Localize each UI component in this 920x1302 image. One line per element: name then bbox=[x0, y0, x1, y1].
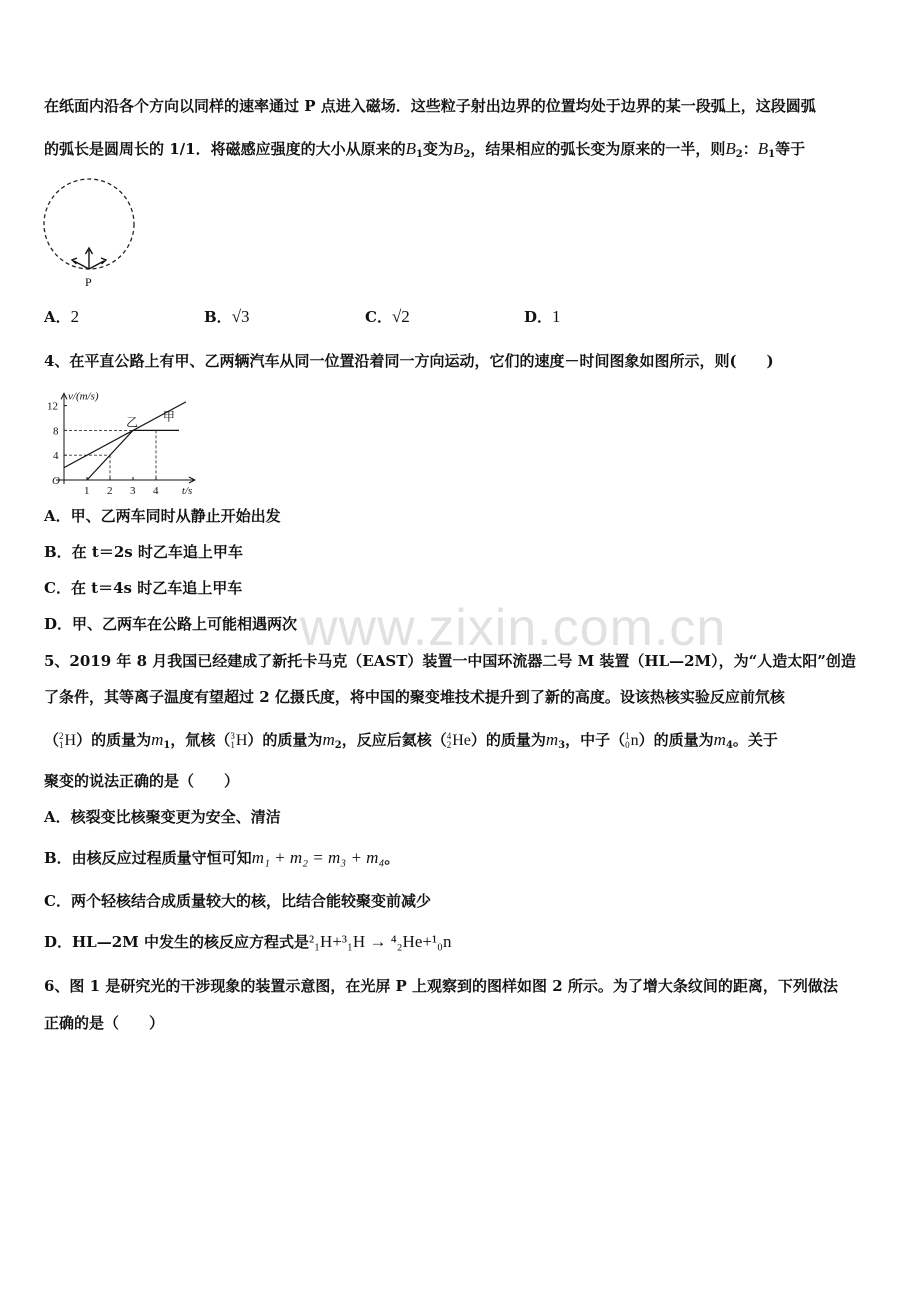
y-tick-label: 8 bbox=[53, 425, 59, 438]
q3-text-line-1: 在纸面内沿各个方向以同样的速率通过 P 点进入磁场．这些粒子射出边界的位置均处于边界的某一段弧上，这段圆弧 bbox=[44, 97, 816, 115]
q3-option-b[interactable]: B．√3 bbox=[204, 307, 250, 326]
q5-text-line-4: 聚变的说法正确的是（ ） bbox=[44, 772, 240, 790]
q3-text-line-2: 的弧长是圆周长的 1/1．将磁感应强度的大小从原来的$B_1$变为$B_2$，结果相应的弧长变为原来的一半，则$B_2$：$B_1$等于 bbox=[44, 139, 806, 160]
q3-option-c[interactable]: C．√2 bbox=[365, 307, 410, 326]
q4-option-b[interactable]: B．在 t＝2s 时乙车追上甲车 bbox=[44, 543, 243, 561]
y-axis-label: v/(m/s) bbox=[68, 390, 99, 403]
q5-option-c[interactable]: C．两个轻核结合成质量较大的核，比结合能较聚变前减少 bbox=[44, 892, 431, 910]
q5-text-line-3: （ 2 1 H）的质量为$m_1$，氚核（ 3 1 H）的质量为$m_2$，反应后氦核（ 4 2 He）的质量为$m_3$，中子（ 1 0 n）的质量为$m_4$。关于 bbox=[44, 730, 778, 751]
q5-option-d[interactable]: D．HL—2M 中发生的核反应方程式是²₁H+³₁H → ⁴₂He+¹₀n bbox=[44, 932, 452, 951]
q5-option-a[interactable]: A．核裂变比核聚变更为安全、清洁 bbox=[44, 808, 281, 826]
q4-stem: 4、在平直公路上有甲、乙两辆汽车从同一位置沿着同一方向运动，它们的速度－时间图象如图所示，则( ) bbox=[44, 352, 774, 370]
x-tick-label: 1 bbox=[84, 485, 90, 497]
origin-label: O bbox=[52, 475, 60, 487]
x-axis-label: t/s bbox=[181, 485, 193, 497]
q4-option-a[interactable]: A．甲、乙两车同时从静止开始出发 bbox=[44, 507, 281, 525]
series-label-jia: 甲 bbox=[162, 409, 175, 424]
y-tick-label: 12 bbox=[47, 400, 58, 413]
series-label-yi: 乙 bbox=[126, 415, 139, 430]
x-tick-label: 3 bbox=[130, 485, 136, 497]
q5-option-b[interactable]: B．由核反应过程质量守恒可知m₁ + m₂ = m₃ + m₄。 bbox=[44, 848, 400, 867]
q3-option-d[interactable]: D．1 bbox=[524, 307, 561, 326]
q3-magnetic-field-circle-figure bbox=[36, 172, 146, 292]
q5-text-line-1: 5、2019 年 8 月我国已经建成了新托卡马克（EAST）装置一中国环流器二号 M 装置（HL—2M），为“人造太阳”创造 bbox=[44, 652, 856, 670]
velocity-arrows-icon bbox=[72, 248, 106, 269]
q4-velocity-time-chart bbox=[36, 376, 206, 500]
q4-option-c[interactable]: C．在 t＝4s 时乙车追上甲车 bbox=[44, 579, 243, 597]
q4-option-d[interactable]: D．甲、乙两车在公路上可能相遇两次 bbox=[44, 615, 298, 633]
watermark: www.zixin.com.cn bbox=[300, 599, 727, 657]
point-p-label: P bbox=[85, 275, 92, 289]
y-tick-label: 4 bbox=[53, 450, 59, 463]
x-tick-label: 2 bbox=[107, 485, 113, 497]
q3-option-a[interactable]: A．2 bbox=[44, 307, 80, 326]
q6-text-line-1: 6、图 1 是研究光的干涉现象的装置示意图，在光屏 P 上观察到的图样如图 2 所示。为了增大条纹间的距离，下列做法 bbox=[44, 977, 838, 995]
q5-text-line-2: 了条件，其等离子温度有望超过 2 亿摄氏度，将中国的聚变堆技术提升到了新的高度。设该热核实验反应前氘核 bbox=[44, 688, 785, 706]
q6-text-line-2: 正确的是（ ） bbox=[44, 1014, 165, 1032]
x-tick-label: 4 bbox=[153, 485, 159, 497]
